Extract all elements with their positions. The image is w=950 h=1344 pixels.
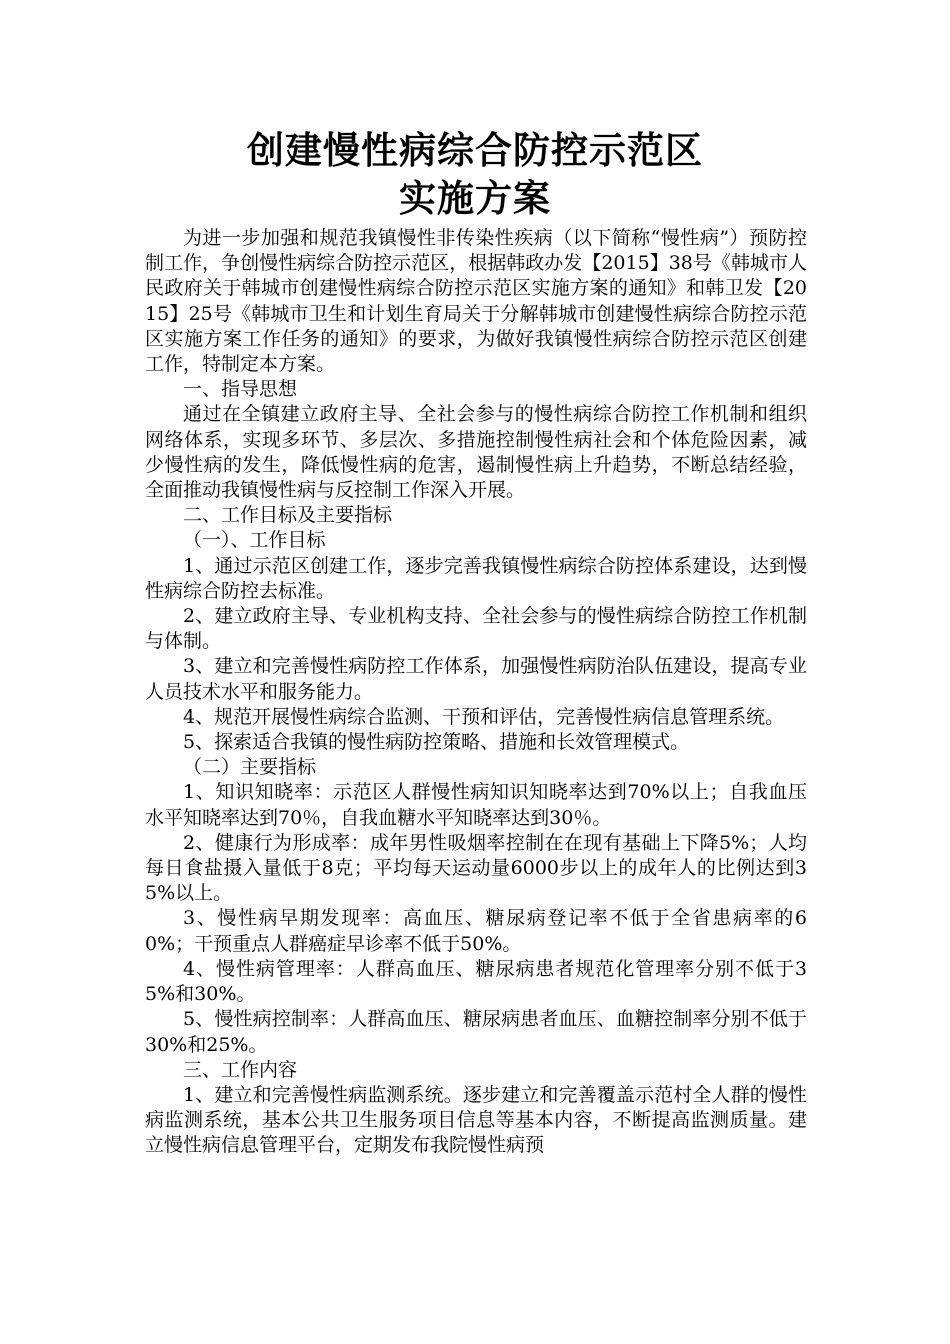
list-item: 1、通过示范区创建工作，逐步完善我镇慢性病综合防控体系建设，达到慢性病综合防控去标准。 [145, 554, 807, 602]
section-heading: 一、指导思想 [183, 378, 298, 401]
section-heading: 二、工作目标及主要指标 [183, 504, 393, 527]
paragraph: 通过在全镇建立政府主导、全社会参与的慢性病综合防控工作机制和组织网络体系，实现多环节、多层次、多措施控制慢性病社会和个体危险因素，减少慢性病的发生，降低慢性病的危害，遏制慢性病上升趋势，不断总结经验，全面推动我镇慢性病与反控制工作深入开展。 [145, 403, 807, 502]
document-title-line2: 实施方案 [399, 177, 551, 220]
document-title-line1: 创建慢性病综合防控示范区 [247, 129, 703, 172]
section-heading: 三、工作内容 [183, 1058, 298, 1081]
list-item: 5、慢性病控制率：人群高血压、糖尿病患者血压、血糖控制率分别不低于30%和25%。 [145, 1008, 807, 1056]
list-item: 1、知识知晓率：示范区人群慢性病知识知晓率达到70%以上；自我血压水平知晓率达到70％，自我血糖水平知晓率达到30％。 [145, 781, 807, 829]
list-item: 4、慢性病管理率：人群高血压、糖尿病患者规范化管理率分别不低于35%和30%。 [145, 957, 807, 1006]
list-item: 3、慢性病早期发现率：高血压、糖尿病登记率不低于全省患病率的60%；干预重点人群癌症早诊率不低于50%。 [145, 907, 807, 955]
list-item: 3、建立和完善慢性病防控工作体系，加强慢性病防治队伍建设，提高专业人员技术水平和服务能力。 [145, 655, 807, 703]
list-item: 5、探索适合我镇的慢性病防控策略、措施和长效管理模式。 [183, 731, 690, 754]
list-item: 1、建立和完善慢性病监测系统。逐步建立和完善覆盖示范村全人群的慢性病监测系统，基本公共卫生服务项目信息等基本内容，不断提高监测质量。建立慢性病信息管理平台，定期发布我院慢性病预 [145, 1083, 807, 1157]
list-item: 4、规范开展慢性病综合监测、干预和评估，完善慢性病信息管理系统。 [183, 705, 785, 728]
intro-paragraph: 为进一步加强和规范我镇慢性非传染性疾病（以下简称“慢性病”）预防控制工作，争创慢性病综合防控示范区，根据韩政办发【2015】38号《韩城市人民政府关于韩城市创建慢性病综合防控示范区实施方案的通知》和韩卫发【2015】25号《韩城市卫生和计划生育局关于分解韩城市创建慢性病综合防控示范区实施方案工作任务的通知》的要求，为做好我镇慢性病综合防控示范区创建工作，特制定本方案。 [145, 227, 807, 376]
list-item: 2、健康行为形成率：成年男性吸烟率控制在在现有基础上下降5%；人均每日食盐摄入量低于8克；平均每天运动量6000步以上的成年人的比例达到35%以上。 [145, 831, 807, 905]
document-body [145, 226, 807, 1159]
subsection-heading: （二）主要指标 [183, 756, 317, 779]
list-item: 2、建立政府主导、专业机构支持、全社会参与的慢性病综合防控工作机制与体制。 [145, 605, 807, 653]
subsection-heading: （一）、工作目标 [183, 529, 326, 552]
